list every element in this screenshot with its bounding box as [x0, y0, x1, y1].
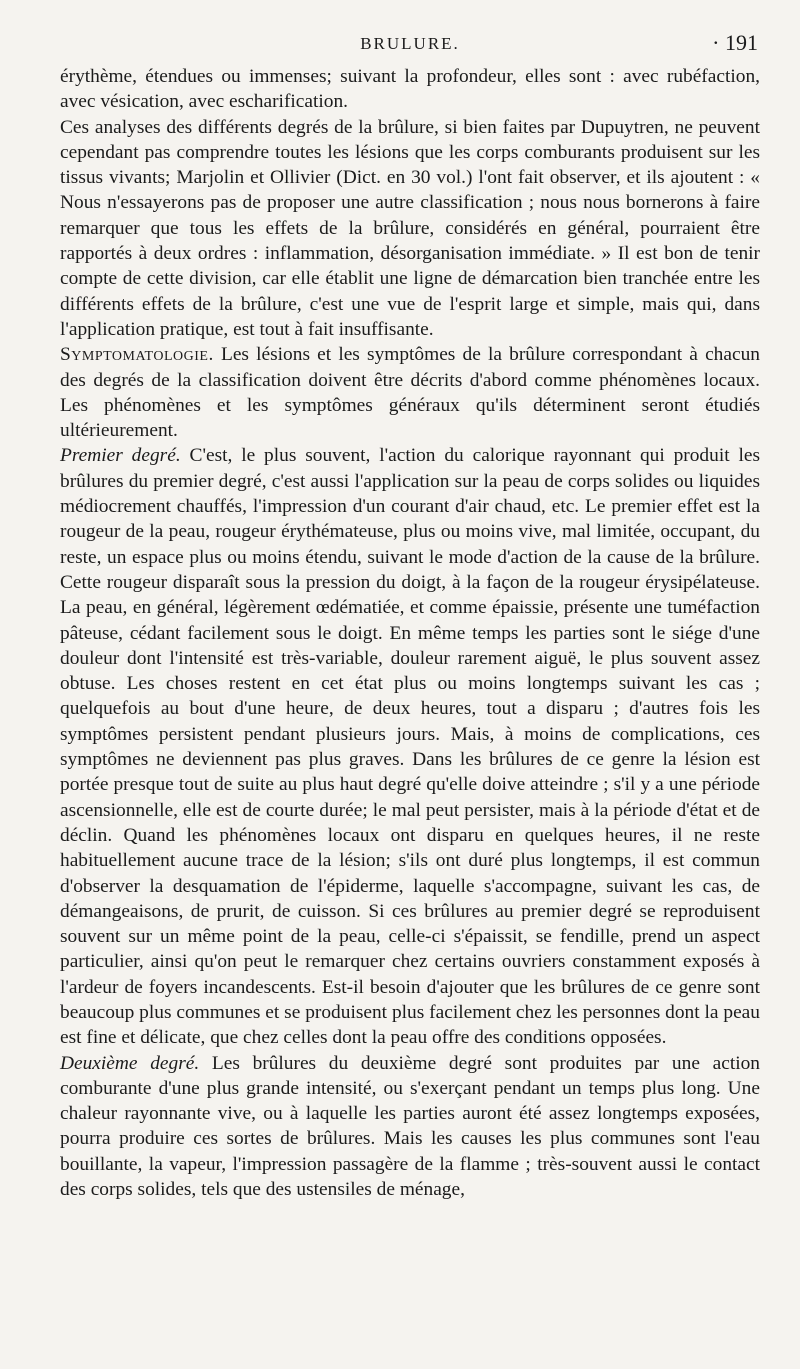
- paragraph-text: érythème, étendues ou immenses; suivant la profondeur, elles sont : avec rubéfaction, avec vésication, avec escharification.: [60, 66, 760, 113]
- paragraph-symptomatologie: [60, 342, 760, 443]
- section-heading-premier-degre: Premier degré.: [60, 445, 181, 467]
- section-heading-symptomatologie: Symptomatologie.: [60, 344, 214, 366]
- paragraph-text: Les lésions et les symptômes de la brûlure correspondant à chacun des degrés de la classification doivent être décrits d'abord comme phénomènes locaux. Les phénomènes et les symptômes généraux qu'ils déterminent seront étudiés ultérieurement.: [60, 344, 760, 442]
- paragraph-continuation: [60, 64, 760, 115]
- paragraph-classification: [60, 115, 760, 343]
- paragraph-text: Ces analyses des différents degrés de la brûlure, si bien faites par Dupuytren, ne peuvent cependant pas comprendre toutes les lésions que les corps comburants produisent sur les tissus vivants; Marjolin et Ollivier (Dict. en 30 vol.) l'ont fait observer, et ils ajoutent : « Nous n'essayerons pas de proposer une autre classification ; nous nous bornerons à faire remarquer que tous les effets de la brûlure, considérés en général, pourraient être rapportés à deux ordres : inflammation, désorganisation immédiate. » Il est bon de tenir compte de cette division, car elle établit une ligne de démarcation bien tranchée entre les différents effets de la brûlure, c'est une vue de l'esprit large et simple, mais qui, dans l'application pratique, est tout à fait insuffisante.: [60, 116, 760, 340]
- paragraph-deuxieme-degre: [60, 1051, 760, 1203]
- body-text: [60, 64, 760, 1202]
- section-heading-deuxieme-degre: Deuxième degré.: [60, 1052, 200, 1074]
- page-header: [60, 30, 760, 56]
- page-number: · 191: [712, 30, 758, 55]
- paragraph-text: Les brûlures du deuxième degré sont produites par une action comburante d'une plus grande intensité, ou s'exerçant pendant un temps plus long. Une chaleur rayonnante vive, ou à laquelle les parties auront été assez longtemps exposées, pourra produire ces sortes de brûlures. Mais les causes les plus communes sont l'eau bouillante, la vapeur, l'impression passagère de la flamme ; très-souvent aussi le contact des corps solides, tels que des ustensiles de ménage,: [60, 1052, 760, 1201]
- paragraph-text: C'est, le plus souvent, l'action du calorique rayonnant qui produit les brûlures du premier degré, c'est aussi l'application sur la peau de corps solides ou liquides médiocrement chauffés, l'impression d'un courant d'air chaud, etc. Le premier effet est la rougeur de la peau, rougeur érythémateuse, plus ou moins vive, mal limitée, occupant, du reste, un espace plus ou moins étendu, suivant le mode d'action de la cause de la brûlure. Cette rougeur disparaît sous la pression du doigt, à la façon de la rougeur érysipélateuse. La peau, en général, légèrement œdématiée, et comme épaissie, présente une tuméfaction pâteuse, cédant facilement sous le doigt. En même temps les parties sont le siége d'une douleur dont l'intensité est très-variable, douleur rarement aiguë, le plus souvent assez obtuse. Les choses restent en cet état plus ou moins longtemps suivant les cas ; quelquefois au bout d'une heure, de deux heures, tout a disparu ; d'autres fois les symptômes persistent pendant plusieurs jours. Mais, à moins de complications, ces symptômes ne deviennent pas plus graves. Dans les brûlures de ce genre la lésion est portée presque tout de suite au plus haut degré qu'elle doive atteindre ; s'il y a une période ascensionnelle, elle est de courte durée; le mal peut persister, mais à la période d'état et de déclin. Quand les phénomènes locaux ont disparu en quelques heures, il ne reste habituellement aucune trace de la lésion; s'ils ont duré plus longtemps, il est commun d'observer la desquamation de l'épiderme, laquelle s'accompagne, suivant les cas, de démangeaisons, de prurit, de cuisson. Si ces brûlures au premier degré se reproduisent souvent sur un même point de la peau, celle-ci s'épaissit, se fendille, prend un aspect particulier, ainsi qu'on peut le remarquer chez certains ouvriers constamment exposés à l'ardeur de foyers incandescents. Est-il besoin d'ajouter que les brûlures de ce genre sont beaucoup plus communes et se produisent plus facilement chez les personnes dont la peau est fine et délicate, que chez celles dont la peau offre des conditions opposées.: [60, 445, 760, 1049]
- running-title: BRULURE.: [360, 34, 460, 53]
- paragraph-premier-degre: [60, 443, 760, 1050]
